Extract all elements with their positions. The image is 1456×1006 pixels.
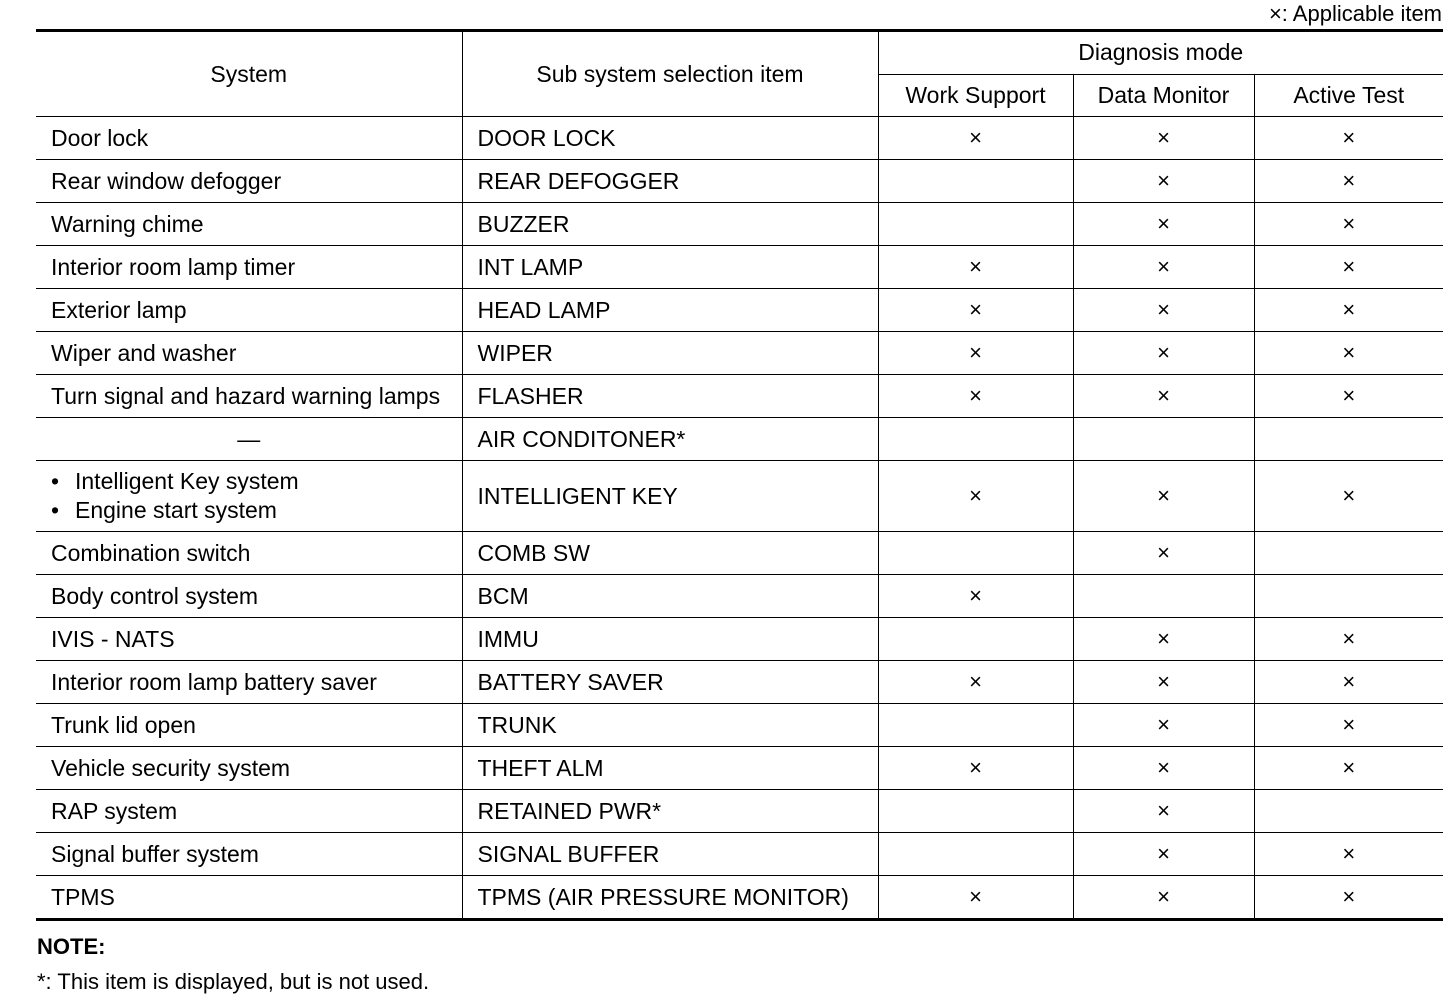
- table-row: [36, 833, 1443, 876]
- system-cell: Signal buffer system: [36, 833, 462, 876]
- table-row: [36, 160, 1443, 203]
- work-support-mark: ×: [878, 117, 1073, 160]
- table-body: [36, 117, 1443, 920]
- data-monitor-mark: ×: [1073, 332, 1254, 375]
- system-cell: RAP system: [36, 790, 462, 833]
- active-test-mark: ×: [1254, 160, 1443, 203]
- work-support-mark: [878, 833, 1073, 876]
- active-test-mark: ×: [1254, 375, 1443, 418]
- header-data-monitor: Data Monitor: [1073, 74, 1254, 117]
- active-test-mark: [1254, 575, 1443, 618]
- data-monitor-mark: ×: [1073, 246, 1254, 289]
- data-monitor-mark: ×: [1073, 375, 1254, 418]
- system-cell: Rear window defogger: [36, 160, 462, 203]
- system-cell: TPMS: [36, 876, 462, 920]
- system-cell: Wiper and washer: [36, 332, 462, 375]
- data-monitor-mark: [1073, 575, 1254, 618]
- work-support-mark: ×: [878, 747, 1073, 790]
- data-monitor-mark: ×: [1073, 532, 1254, 575]
- work-support-mark: [878, 203, 1073, 246]
- data-monitor-mark: ×: [1073, 160, 1254, 203]
- system-bullet-label: Intelligent Key system: [75, 468, 299, 494]
- table-row: [36, 246, 1443, 289]
- data-monitor-mark: ×: [1073, 833, 1254, 876]
- data-monitor-mark: ×: [1073, 117, 1254, 160]
- active-test-mark: ×: [1254, 246, 1443, 289]
- table-row: [36, 461, 1443, 532]
- active-test-mark: [1254, 532, 1443, 575]
- header-diagnosis-mode: Diagnosis mode: [878, 31, 1443, 75]
- system-cell: Body control system: [36, 575, 462, 618]
- data-monitor-mark: ×: [1073, 203, 1254, 246]
- data-monitor-mark: ×: [1073, 461, 1254, 532]
- system-cell: Vehicle security system: [36, 747, 462, 790]
- note-title: NOTE:: [37, 934, 106, 959]
- data-monitor-mark: ×: [1073, 618, 1254, 661]
- system-cell: [36, 461, 462, 532]
- table-row: [36, 203, 1443, 246]
- system-bullet-item: [51, 496, 462, 525]
- sub-system-cell: TRUNK: [462, 704, 878, 747]
- system-cell: Exterior lamp: [36, 289, 462, 332]
- sub-system-cell: FLASHER: [462, 375, 878, 418]
- system-bullet-list: [51, 467, 462, 525]
- sub-system-cell: INT LAMP: [462, 246, 878, 289]
- sub-system-cell: WIPER: [462, 332, 878, 375]
- sub-system-cell: COMB SW: [462, 532, 878, 575]
- table-row: [36, 876, 1443, 920]
- header-work-support: Work Support: [878, 74, 1073, 117]
- work-support-mark: [878, 790, 1073, 833]
- table-row: [36, 117, 1443, 160]
- active-test-mark: ×: [1254, 117, 1443, 160]
- work-support-mark: ×: [878, 661, 1073, 704]
- active-test-mark: ×: [1254, 461, 1443, 532]
- sub-system-cell: SIGNAL BUFFER: [462, 833, 878, 876]
- active-test-mark: ×: [1254, 876, 1443, 920]
- work-support-mark: ×: [878, 332, 1073, 375]
- header-system: System: [36, 31, 462, 117]
- data-monitor-mark: [1073, 418, 1254, 461]
- work-support-mark: [878, 618, 1073, 661]
- table-row: [36, 289, 1443, 332]
- system-cell: Trunk lid open: [36, 704, 462, 747]
- sub-system-cell: BATTERY SAVER: [462, 661, 878, 704]
- active-test-mark: ×: [1254, 747, 1443, 790]
- data-monitor-mark: ×: [1073, 790, 1254, 833]
- data-monitor-mark: ×: [1073, 747, 1254, 790]
- active-test-mark: ×: [1254, 661, 1443, 704]
- active-test-mark: [1254, 790, 1443, 833]
- bullet-icon: •: [51, 497, 60, 523]
- table-header: [36, 31, 1443, 117]
- work-support-mark: [878, 418, 1073, 461]
- system-cell: Warning chime: [36, 203, 462, 246]
- data-monitor-mark: ×: [1073, 704, 1254, 747]
- table-row: [36, 418, 1443, 461]
- table-row: [36, 532, 1443, 575]
- sub-system-cell: BCM: [462, 575, 878, 618]
- system-cell: Interior room lamp battery saver: [36, 661, 462, 704]
- work-support-mark: [878, 532, 1073, 575]
- work-support-mark: ×: [878, 461, 1073, 532]
- sub-system-cell: REAR DEFOGGER: [462, 160, 878, 203]
- table-row: [36, 618, 1443, 661]
- note-text: *: This item is displayed, but is not used.: [37, 969, 430, 994]
- table-row: [36, 332, 1443, 375]
- work-support-mark: ×: [878, 289, 1073, 332]
- work-support-mark: ×: [878, 246, 1073, 289]
- header-sub-system: Sub system selection item: [462, 31, 878, 117]
- system-cell: Turn signal and hazard warning lamps: [36, 375, 462, 418]
- system-cell: —: [36, 418, 462, 461]
- data-monitor-mark: ×: [1073, 661, 1254, 704]
- system-cell: Door lock: [36, 117, 462, 160]
- table-row: [36, 747, 1443, 790]
- system-cell: Interior room lamp timer: [36, 246, 462, 289]
- work-support-mark: ×: [878, 575, 1073, 618]
- sub-system-cell: BUZZER: [462, 203, 878, 246]
- sub-system-cell: HEAD LAMP: [462, 289, 878, 332]
- sub-system-cell: DOOR LOCK: [462, 117, 878, 160]
- work-support-mark: ×: [878, 375, 1073, 418]
- header-active-test: Active Test: [1254, 74, 1443, 117]
- data-monitor-mark: ×: [1073, 876, 1254, 920]
- sub-system-cell: INTELLIGENT KEY: [462, 461, 878, 532]
- table-row: [36, 661, 1443, 704]
- active-test-mark: ×: [1254, 332, 1443, 375]
- active-test-mark: ×: [1254, 833, 1443, 876]
- system-cell: IVIS - NATS: [36, 618, 462, 661]
- table-row: [36, 375, 1443, 418]
- table-row: [36, 790, 1443, 833]
- work-support-mark: [878, 160, 1073, 203]
- table-row: [36, 704, 1443, 747]
- system-bullet-label: Engine start system: [75, 497, 277, 523]
- bullet-icon: •: [51, 468, 60, 494]
- active-test-mark: ×: [1254, 203, 1443, 246]
- active-test-mark: ×: [1254, 618, 1443, 661]
- active-test-mark: [1254, 418, 1443, 461]
- diagnosis-mode-table: [36, 29, 1443, 921]
- work-support-mark: [878, 704, 1073, 747]
- system-cell: Combination switch: [36, 532, 462, 575]
- applicable-item-legend: ×: Applicable item: [1268, 1, 1442, 26]
- active-test-mark: ×: [1254, 704, 1443, 747]
- sub-system-cell: TPMS (AIR PRESSURE MONITOR): [462, 876, 878, 920]
- sub-system-cell: THEFT ALM: [462, 747, 878, 790]
- system-bullet-item: [51, 467, 462, 496]
- table-row: [36, 575, 1443, 618]
- sub-system-cell: RETAINED PWR*: [462, 790, 878, 833]
- sub-system-cell: IMMU: [462, 618, 878, 661]
- sub-system-cell: AIR CONDITONER*: [462, 418, 878, 461]
- work-support-mark: ×: [878, 876, 1073, 920]
- active-test-mark: ×: [1254, 289, 1443, 332]
- data-monitor-mark: ×: [1073, 289, 1254, 332]
